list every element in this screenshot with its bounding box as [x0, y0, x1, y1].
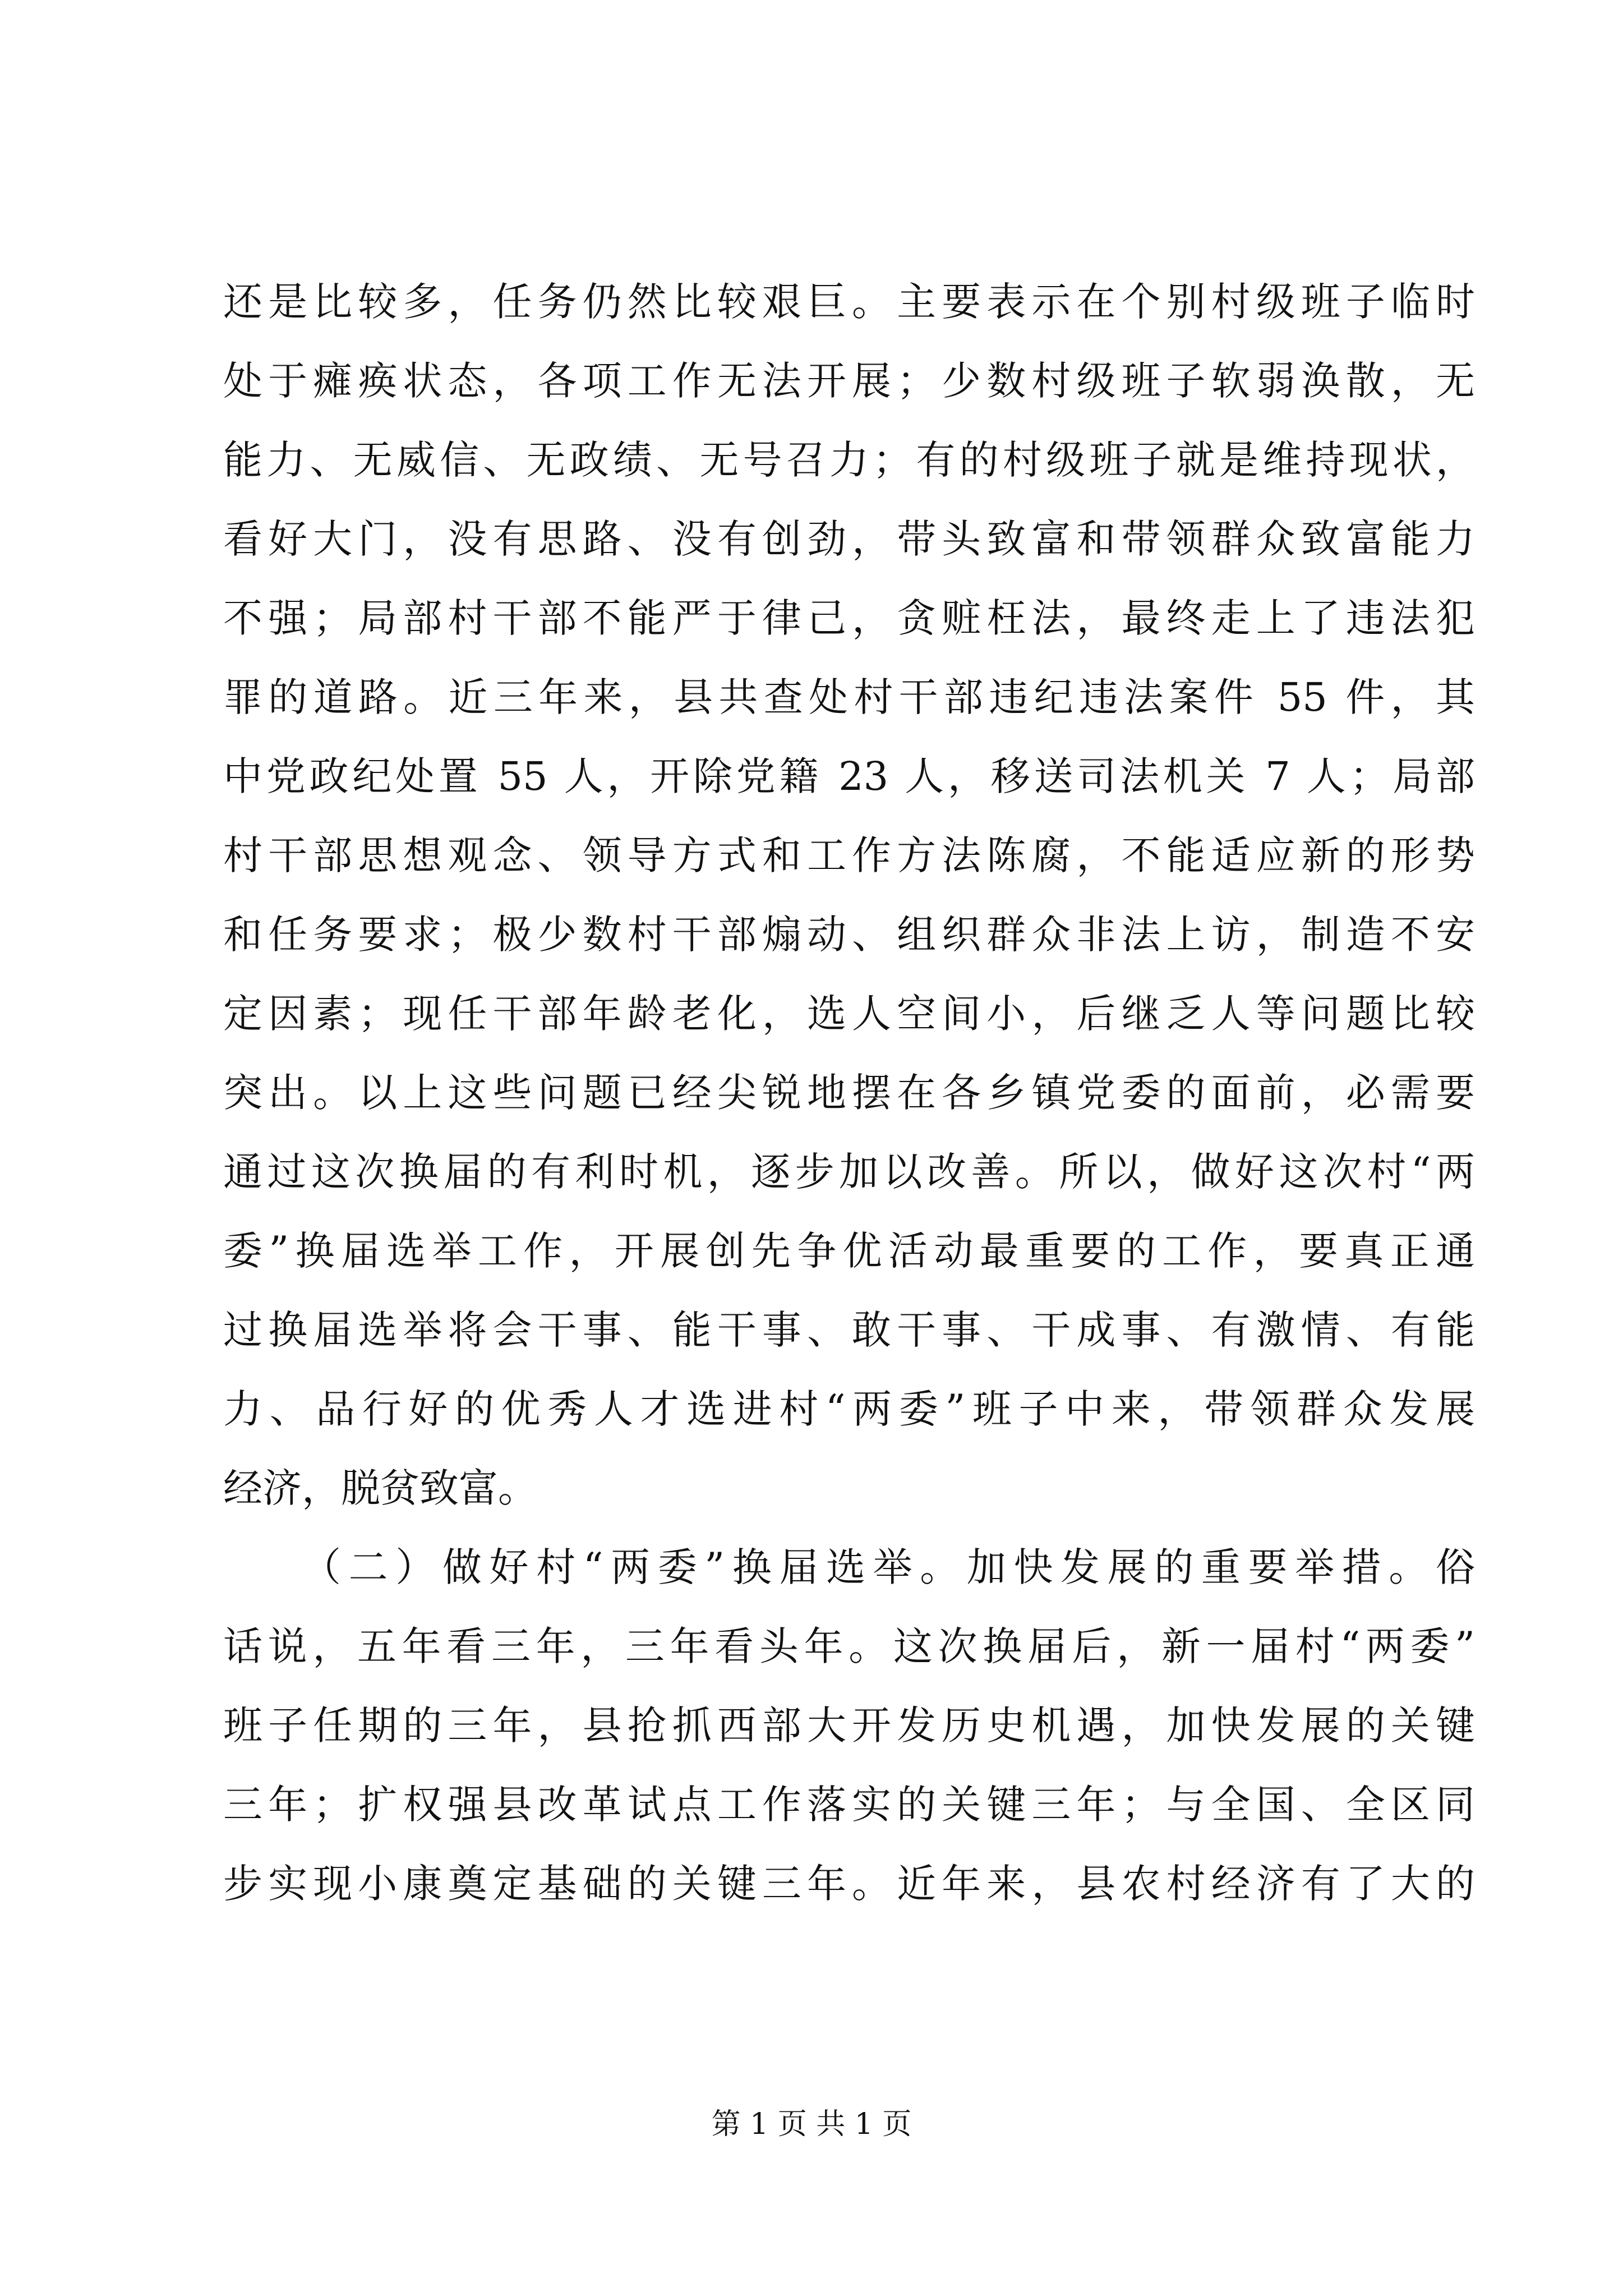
text-line: 过换届选举将会干事、能干事、敢干事、干成事、有激情、有能 — [223, 1307, 1475, 1353]
text-line: 罪的道路。近三年来，县共查处村干部违纪违法案件 55 件，其 — [223, 674, 1475, 720]
page-footer: 第 1 页 共 1 页 — [711, 2108, 912, 2141]
text-line: 步实现小康奠定基础的关键三年。近年来，县农村经济有了大的 — [223, 1861, 1475, 1907]
text-line: 不强；局部村干部不能严于律己，贪赃枉法，最终走上了违法犯 — [223, 595, 1475, 641]
text-line: 话说，五年看三年，三年看头年。这次换届后，新一届村“两委” — [223, 1623, 1475, 1669]
text-line: 定因素；现任干部年龄老化，选人空间小，后继乏人等问题比较 — [223, 991, 1475, 1037]
text-line: 三年；扩权强县改革试点工作落实的关键三年；与全国、全区同 — [223, 1782, 1475, 1828]
text-line: 村干部思想观念、领导方式和工作方法陈腐，不能适应新的形势 — [223, 832, 1475, 878]
text-line: （二）做好村“两委”换届选举。加快发展的重要举措。俗 — [302, 1544, 1475, 1590]
text-line: 处于瘫痪状态，各项工作无法开展；少数村级班子软弱涣散，无 — [223, 358, 1475, 404]
text-line: 中党政纪处置 55 人，开除党籍 23 人，移送司法机关 7 人；局部 — [223, 753, 1475, 799]
text-line: 力、品行好的优秀人才选进村“两委”班子中来，带领群众发展 — [223, 1386, 1475, 1432]
text-line: 班子任期的三年，县抢抓西部大开发历史机遇，加快发展的关键 — [223, 1703, 1475, 1749]
text-line: 能力、无威信、无政绩、无号召力；有的村级班子就是维持现状， — [223, 437, 1475, 483]
text-line: 经济，脱贫致富。 — [223, 1465, 537, 1511]
paragraph-2 — [223, 1528, 1475, 1924]
text-line: 通过这次换届的有利时机，逐步加以改善。所以，做好这次村“两 — [223, 1149, 1475, 1195]
text-line: 和任务要求；极少数村干部煽动、组织群众非法上访，制造不安 — [223, 912, 1475, 958]
text-line: 还是比较多，任务仍然比较艰巨。主要表示在个别村级班子临时 — [223, 279, 1475, 325]
document-body — [223, 263, 1475, 1924]
text-line: 委”换届选举工作，开展创先争优活动最重要的工作，要真正通 — [223, 1228, 1475, 1274]
paragraph-1 — [223, 263, 1475, 1528]
text-line: 突出。以上这些问题已经尖锐地摆在各乡镇党委的面前，必需要 — [223, 1070, 1475, 1116]
text-line: 看好大门，没有思路、没有创劲，带头致富和带领群众致富能力 — [223, 516, 1475, 562]
